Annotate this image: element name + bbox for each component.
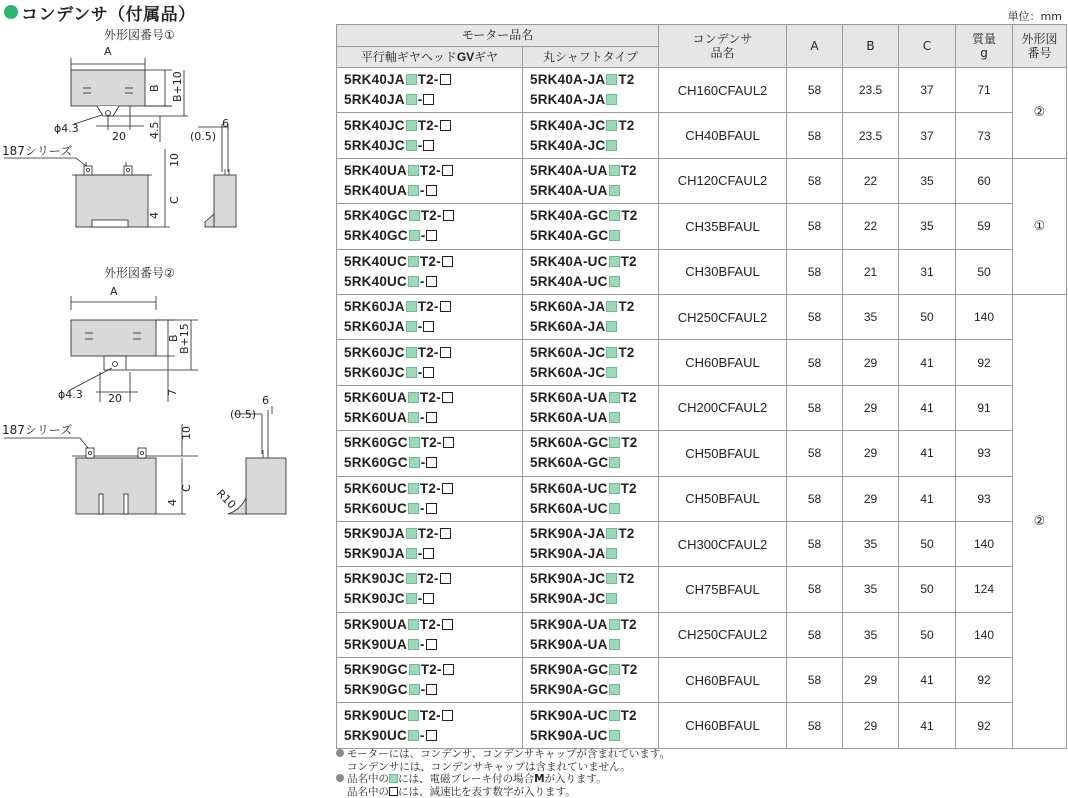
page-title-text: コンデンサ（付属品）	[21, 4, 196, 25]
brake-box-icon	[406, 528, 417, 539]
brake-box-icon	[609, 639, 620, 650]
fig1-dim-6: 6	[222, 117, 229, 130]
dim-C-cell: 41	[899, 385, 956, 430]
mass-cell: 140	[956, 612, 1013, 657]
brake-box-icon	[409, 437, 420, 448]
mass-cell: 124	[956, 567, 1013, 612]
ratio-box-icon	[426, 412, 437, 423]
fig2-dim-phi: ϕ4.3	[58, 388, 83, 401]
capacitor-spec-table	[336, 24, 1067, 749]
ratio-box-icon	[426, 185, 437, 196]
dim-A-cell: 58	[787, 340, 843, 385]
table-row	[337, 703, 1067, 748]
ratio-box-icon	[426, 457, 437, 468]
gv-model-cell: 5RK40JC T2- 5RK40JC -	[337, 113, 523, 158]
ratio-box-icon	[442, 710, 453, 721]
dim-A-cell: 58	[787, 385, 843, 430]
ratio-box-icon	[389, 787, 398, 796]
table-row	[337, 476, 1067, 521]
dim-B-cell: 29	[843, 385, 899, 430]
gv-model-cell: 5RK90UC T2- 5RK90UC -	[337, 703, 523, 748]
dim-C-cell: 41	[899, 431, 956, 476]
fig1-dim-A: A	[104, 45, 112, 58]
fig1-dim-phi: ϕ4.3	[54, 122, 79, 135]
dim-A-cell: 58	[787, 431, 843, 476]
brake-box-icon	[606, 367, 617, 378]
brake-box-icon	[606, 94, 617, 105]
dim-B-cell: 35	[843, 567, 899, 612]
brake-box-icon	[406, 94, 417, 105]
table-row	[337, 385, 1067, 430]
mass-cell: 71	[956, 68, 1013, 113]
dim-C-cell: 41	[899, 658, 956, 703]
dim-B-cell: 29	[843, 476, 899, 521]
brake-box-icon	[606, 120, 617, 131]
dim-A-cell: 58	[787, 521, 843, 566]
capacitor-name-cell: CH300CFAUL2	[659, 521, 787, 566]
brake-box-icon	[409, 210, 420, 221]
ratio-box-icon	[423, 593, 434, 604]
dim-A-cell: 58	[787, 294, 843, 339]
dim-B-cell: 35	[843, 612, 899, 657]
table-row	[337, 294, 1067, 339]
brake-box-icon	[606, 74, 617, 85]
capacitor-name-cell: CH50BFAUL	[659, 431, 787, 476]
brake-box-icon	[408, 185, 419, 196]
fig2-dim-A: A	[110, 285, 118, 298]
note-2: 品名中の には、電磁ブレーキ付の場合Mが入ります。	[336, 773, 670, 786]
brake-box-icon	[609, 165, 620, 176]
fig1-dim-4: 4	[148, 212, 161, 219]
capacitor-name-cell: CH160CFAUL2	[659, 68, 787, 113]
brake-box-icon	[606, 321, 617, 332]
capacitor-name-cell: CH250CFAUL2	[659, 294, 787, 339]
capacitor-name-cell: CH250CFAUL2	[659, 612, 787, 657]
fig2-dim-4: 4	[166, 499, 179, 506]
mass-cell: 73	[956, 113, 1013, 158]
round-shaft-model-cell: 5RK60A-UA T2 5RK60A-UA	[523, 385, 659, 430]
capacitor-name-cell: CH60BFAUL	[659, 340, 787, 385]
fig2-dim-BB: B+15	[178, 323, 191, 354]
ratio-box-icon	[442, 483, 453, 494]
gv-model-cell: 5RK40JA T2- 5RK40JA -	[337, 68, 523, 113]
brake-box-icon	[409, 457, 420, 468]
table-row	[337, 567, 1067, 612]
dim-C-cell: 31	[899, 249, 956, 294]
brake-box-icon	[408, 730, 419, 741]
ratio-box-icon	[423, 94, 434, 105]
dim-A-cell: 58	[787, 158, 843, 203]
dim-B-cell: 22	[843, 158, 899, 203]
dim-B-cell: 22	[843, 204, 899, 249]
header-A: A	[787, 25, 843, 68]
dim-B-cell: 23.5	[843, 113, 899, 158]
round-shaft-model-cell: 5RK40A-GC T2 5RK40A-GC	[523, 204, 659, 249]
gv-model-cell: 5RK60UA T2- 5RK60UA -	[337, 385, 523, 430]
header-B: B	[843, 25, 899, 68]
round-shaft-model-cell: 5RK60A-JA T2 5RK60A-JA	[523, 294, 659, 339]
brake-box-icon	[606, 548, 617, 559]
ratio-box-icon	[440, 573, 451, 584]
capacitor-name-cell: CH60BFAUL	[659, 658, 787, 703]
dim-C-cell: 35	[899, 204, 956, 249]
mass-cell: 92	[956, 340, 1013, 385]
ratio-box-icon	[423, 367, 434, 378]
mass-cell: 92	[956, 658, 1013, 703]
dim-C-cell: 50	[899, 294, 956, 339]
dim-C-cell: 50	[899, 521, 956, 566]
ratio-box-icon	[423, 321, 434, 332]
brake-box-icon	[408, 483, 419, 494]
dim-B-cell: 21	[843, 249, 899, 294]
brake-box-icon	[609, 392, 620, 403]
brake-box-icon	[609, 230, 620, 241]
gv-model-cell: 5RK60JA T2- 5RK60JA -	[337, 294, 523, 339]
note-1: モーターには、コンデンサ、コンデンサキャップが含まれています。	[336, 748, 670, 761]
brake-box-icon	[606, 573, 617, 584]
mass-cell: 50	[956, 249, 1013, 294]
table-row	[337, 113, 1067, 158]
fig1-dim-10: 10	[168, 153, 181, 167]
brake-box-icon	[408, 639, 419, 650]
brake-box-icon	[406, 367, 417, 378]
ratio-box-icon	[440, 74, 451, 85]
page-title	[4, 1, 196, 23]
fig1-dim-20: 20	[112, 130, 126, 143]
capacitor-name-cell: CH200CFAUL2	[659, 385, 787, 430]
round-shaft-model-cell: 5RK40A-JC T2 5RK40A-JC	[523, 113, 659, 158]
round-shaft-model-cell: 5RK90A-UA T2 5RK90A-UA	[523, 612, 659, 657]
fig2-dim-10: 10	[180, 426, 193, 440]
brake-box-icon	[408, 619, 419, 630]
brake-box-icon	[406, 548, 417, 559]
dim-B-cell: 29	[843, 658, 899, 703]
dim-C-cell: 37	[899, 68, 956, 113]
dim-A-cell: 58	[787, 249, 843, 294]
brake-box-icon	[408, 710, 419, 721]
table-row	[337, 431, 1067, 476]
mass-cell: 140	[956, 294, 1013, 339]
brake-box-icon	[408, 503, 419, 514]
note-bullet-icon	[336, 774, 344, 782]
brake-box-icon	[606, 593, 617, 604]
ratio-box-icon	[423, 548, 434, 559]
brake-box-icon	[609, 483, 620, 494]
dim-C-cell: 35	[899, 158, 956, 203]
brake-box-icon	[609, 412, 620, 423]
ratio-box-icon	[442, 619, 453, 630]
figure-2-drawing	[0, 282, 330, 522]
ratio-box-icon	[440, 301, 451, 312]
ratio-box-icon	[443, 210, 454, 221]
brake-box-icon	[606, 301, 617, 312]
fig1-dim-B: B	[148, 84, 161, 92]
ratio-box-icon	[426, 639, 437, 650]
round-shaft-model-cell: 5RK40A-UA T2 5RK40A-UA	[523, 158, 659, 203]
dim-C-cell: 50	[899, 612, 956, 657]
table-row	[337, 521, 1067, 566]
table-row	[337, 658, 1067, 703]
ratio-box-icon	[442, 392, 453, 403]
figure-2-label: 外形図番号②	[104, 266, 175, 280]
brake-box-icon	[409, 684, 420, 695]
gv-model-cell: 5RK90JC T2- 5RK90JC -	[337, 567, 523, 612]
capacitor-name-cell: CH40BFAUL	[659, 113, 787, 158]
note-bullet-icon	[336, 749, 344, 757]
table-row	[337, 249, 1067, 294]
ratio-box-icon	[426, 276, 437, 287]
brake-box-icon	[408, 256, 419, 267]
header-figure-number: 外形図 番号	[1013, 25, 1067, 68]
table-row	[337, 340, 1067, 385]
round-shaft-model-cell: 5RK90A-JC T2 5RK90A-JC	[523, 567, 659, 612]
ratio-box-icon	[443, 664, 454, 675]
ratio-box-icon	[426, 730, 437, 741]
round-shaft-model-cell: 5RK60A-UC T2 5RK60A-UC	[523, 476, 659, 521]
figure-number-cell: ②	[1013, 294, 1067, 748]
capacitor-name-cell: CH30BFAUL	[659, 249, 787, 294]
fig1-dim-BB: B+10	[171, 71, 184, 102]
brake-box-icon	[406, 593, 417, 604]
capacitor-name-cell: CH35BFAUL	[659, 204, 787, 249]
fig1-dim-C: C	[168, 196, 181, 204]
gv-model-cell: 5RK90GC T2- 5RK90GC -	[337, 658, 523, 703]
round-shaft-model-cell: 5RK90A-UC T2 5RK90A-UC	[523, 703, 659, 748]
capacitor-name-cell: CH50BFAUL	[659, 476, 787, 521]
ratio-box-icon	[442, 256, 453, 267]
dim-A-cell: 58	[787, 658, 843, 703]
fig1-dim-05: (0.5)	[190, 130, 217, 143]
ratio-box-icon	[426, 503, 437, 514]
dim-B-cell: 35	[843, 521, 899, 566]
ratio-box-icon	[426, 684, 437, 695]
brake-box-icon	[406, 573, 417, 584]
dim-A-cell: 58	[787, 68, 843, 113]
round-shaft-model-cell: 5RK40A-UC T2 5RK40A-UC	[523, 249, 659, 294]
ratio-box-icon	[426, 230, 437, 241]
fig2-dim-6: 6	[262, 394, 269, 407]
table-row	[337, 204, 1067, 249]
figure-1-label: 外形図番号①	[104, 28, 175, 42]
gv-model-cell: 5RK60JC T2- 5RK60JC -	[337, 340, 523, 385]
mass-cell: 91	[956, 385, 1013, 430]
table-row	[337, 68, 1067, 113]
round-shaft-model-cell: 5RK60A-JC T2 5RK60A-JC	[523, 340, 659, 385]
capacitor-name-cell: CH60BFAUL	[659, 703, 787, 748]
ratio-box-icon	[440, 528, 451, 539]
mass-cell: 93	[956, 431, 1013, 476]
table-row	[337, 158, 1067, 203]
header-motor-model: モーター品名	[337, 25, 659, 47]
mass-cell: 140	[956, 521, 1013, 566]
title-bullet-icon	[4, 5, 18, 19]
round-shaft-model-cell: 5RK40A-JA T2 5RK40A-JA	[523, 68, 659, 113]
dim-A-cell: 58	[787, 204, 843, 249]
fig1-series-label: 187シリーズ	[2, 144, 73, 158]
gv-model-cell: 5RK40GC T2- 5RK40GC -	[337, 204, 523, 249]
round-shaft-model-cell: 5RK60A-GC T2 5RK60A-GC	[523, 431, 659, 476]
dim-A-cell: 58	[787, 567, 843, 612]
note-3: 品名中の には、減速比を表す数字が入ります。	[347, 785, 576, 798]
dim-A-cell: 58	[787, 113, 843, 158]
dim-C-cell: 41	[899, 703, 956, 748]
brake-box-icon	[409, 664, 420, 675]
mass-cell: 60	[956, 158, 1013, 203]
header-capacitor: コンデンサ 品名	[659, 25, 787, 68]
brake-box-icon	[609, 503, 620, 514]
dim-C-cell: 50	[899, 567, 956, 612]
unit-label: 単位：mm	[1007, 10, 1062, 23]
brake-box-icon	[408, 392, 419, 403]
brake-box-icon	[406, 347, 417, 358]
ratio-box-icon	[440, 120, 451, 131]
ratio-box-icon	[423, 140, 434, 151]
brake-box-icon	[606, 528, 617, 539]
round-shaft-model-cell: 5RK90A-JA T2 5RK90A-JA	[523, 521, 659, 566]
dim-C-cell: 41	[899, 340, 956, 385]
brake-box-icon	[609, 210, 620, 221]
dim-A-cell: 58	[787, 476, 843, 521]
dim-B-cell: 29	[843, 703, 899, 748]
dim-B-cell: 23.5	[843, 68, 899, 113]
brake-box-icon	[609, 730, 620, 741]
brake-box-icon	[609, 664, 620, 675]
brake-box-icon	[609, 619, 620, 630]
brake-box-icon	[609, 457, 620, 468]
fig2-dim-r10: R10	[213, 486, 239, 512]
capacitor-name-cell: CH120CFAUL2	[659, 158, 787, 203]
brake-box-icon	[406, 74, 417, 85]
gv-model-cell: 5RK60GC T2- 5RK60GC -	[337, 431, 523, 476]
figure-1-drawing	[0, 44, 330, 244]
ratio-box-icon	[442, 165, 453, 176]
dim-B-cell: 29	[843, 431, 899, 476]
table-row	[337, 612, 1067, 657]
capacitor-name-cell: CH75BFAUL	[659, 567, 787, 612]
brake-box-icon	[406, 301, 417, 312]
dim-A-cell: 58	[787, 612, 843, 657]
gv-model-cell: 5RK90UA T2- 5RK90UA -	[337, 612, 523, 657]
brake-box-icon	[606, 140, 617, 151]
dim-C-cell: 41	[899, 476, 956, 521]
fig2-dim-C: C	[180, 484, 193, 492]
brake-box-icon	[389, 774, 398, 783]
ratio-box-icon	[443, 437, 454, 448]
figure-number-cell: ②	[1013, 68, 1067, 159]
fig1-dim-45: 4.5	[148, 121, 161, 139]
gv-model-cell: 5RK40UA T2- 5RK40UA -	[337, 158, 523, 203]
notes	[336, 748, 670, 798]
figure-number-cell: ①	[1013, 158, 1067, 294]
fig2-series-label: 187シリーズ	[2, 423, 73, 437]
dim-B-cell: 29	[843, 340, 899, 385]
brake-box-icon	[408, 276, 419, 287]
dim-C-cell: 37	[899, 113, 956, 158]
fig2-dim-20: 20	[108, 392, 122, 405]
brake-box-icon	[609, 437, 620, 448]
brake-box-icon	[406, 321, 417, 332]
gv-model-cell: 5RK40UC T2- 5RK40UC -	[337, 249, 523, 294]
note-1b: コンデンサには、コンデンサキャップは含まれていません。	[347, 760, 631, 773]
brake-box-icon	[408, 165, 419, 176]
header-mass: 質量 g	[956, 25, 1013, 68]
mass-cell: 59	[956, 204, 1013, 249]
ratio-box-icon	[440, 347, 451, 358]
gv-model-cell: 5RK60UC T2- 5RK60UC -	[337, 476, 523, 521]
brake-box-icon	[606, 347, 617, 358]
round-shaft-model-cell: 5RK90A-GC T2 5RK90A-GC	[523, 658, 659, 703]
dim-B-cell: 35	[843, 294, 899, 339]
brake-box-icon	[406, 140, 417, 151]
mass-cell: 92	[956, 703, 1013, 748]
fig2-dim-05: (0.5)	[230, 408, 257, 421]
brake-box-icon	[609, 276, 620, 287]
brake-box-icon	[406, 120, 417, 131]
gv-model-cell: 5RK90JA T2- 5RK90JA -	[337, 521, 523, 566]
dim-A-cell: 58	[787, 703, 843, 748]
mass-cell: 93	[956, 476, 1013, 521]
brake-box-icon	[409, 230, 420, 241]
brake-box-icon	[609, 710, 620, 721]
brake-box-icon	[609, 185, 620, 196]
fig2-dim-7: 7	[166, 389, 179, 396]
brake-box-icon	[609, 684, 620, 695]
header-parallel-gear: 平行軸ギヤヘッドGVギヤ	[337, 47, 523, 68]
header-C: C	[899, 25, 956, 68]
brake-box-icon	[609, 256, 620, 267]
header-round-shaft: 丸シャフトタイプ	[523, 47, 659, 68]
brake-box-icon	[408, 412, 419, 423]
fig2-dim-B: B	[167, 334, 180, 342]
